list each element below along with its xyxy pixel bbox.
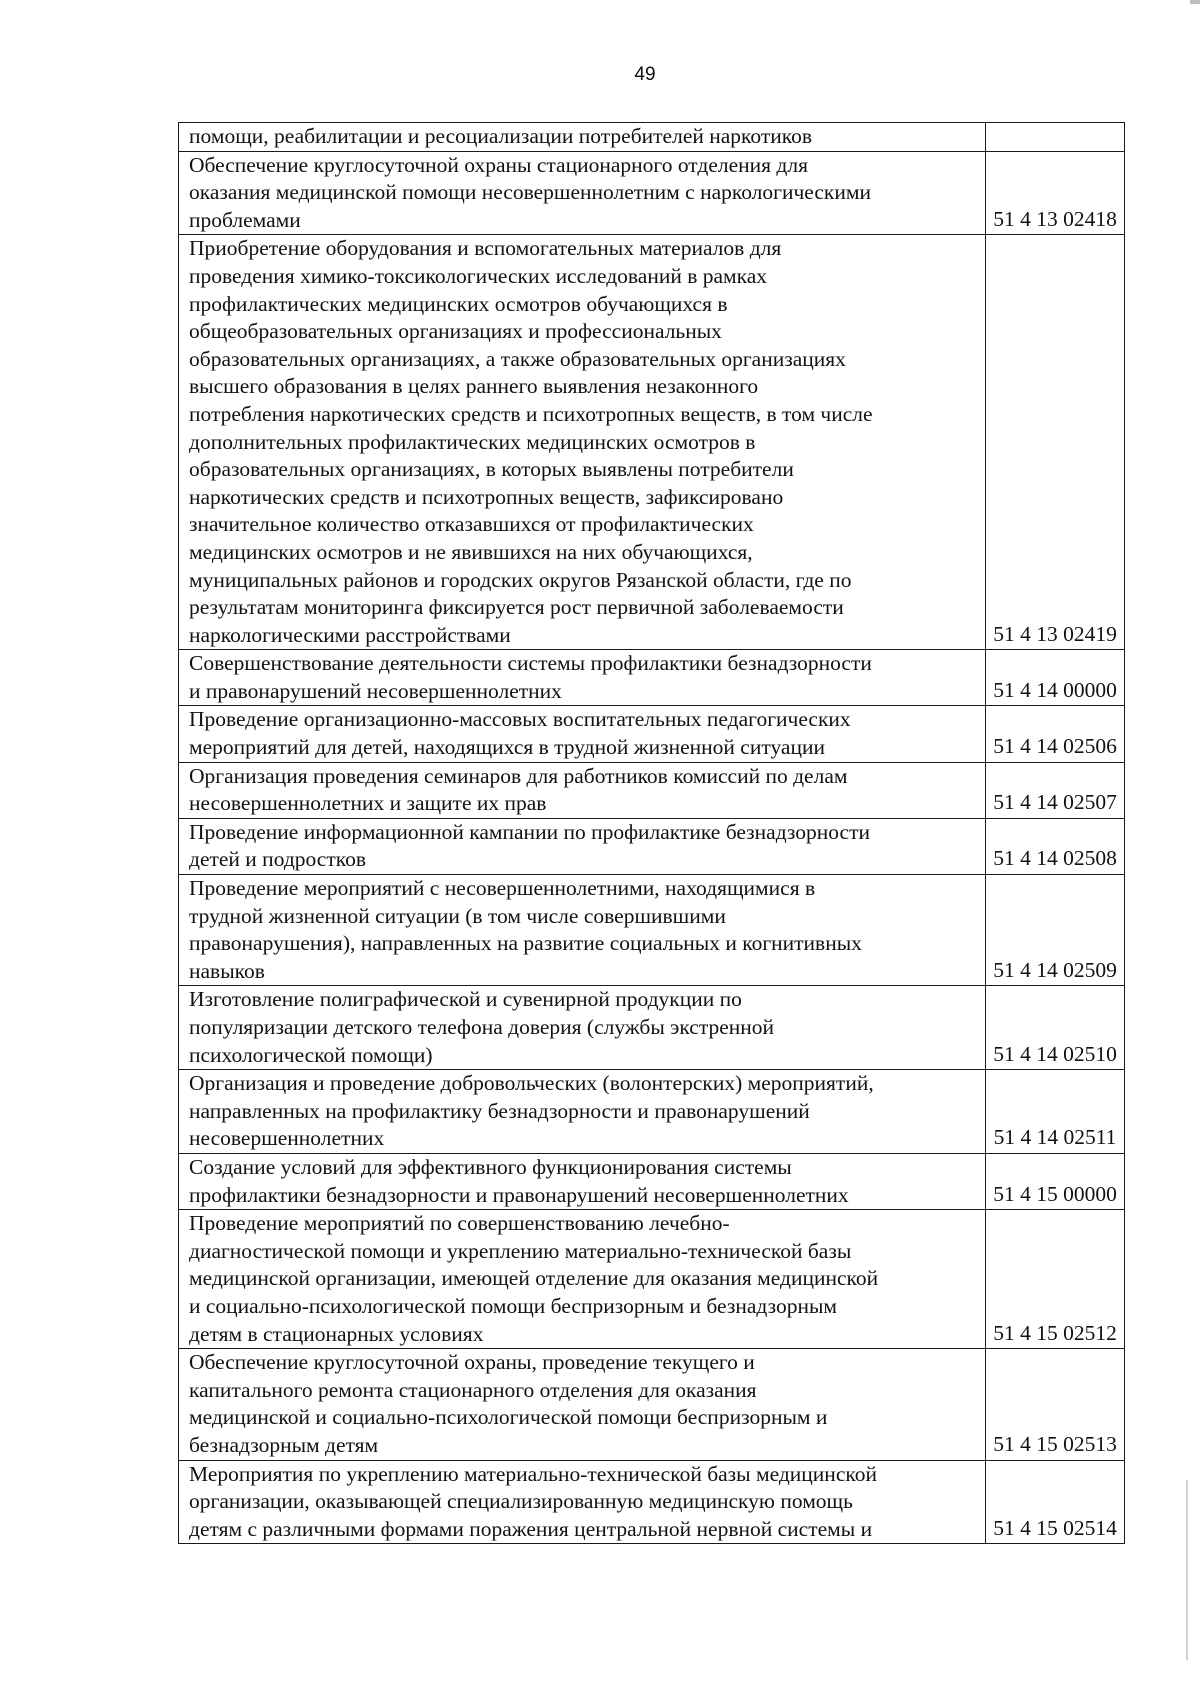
scan-corner-mark [1190,0,1200,4]
table-row [179,706,1125,762]
description-line: проблемами [189,207,301,232]
description-line: образовательных организациях, а также образовательных организациях [189,346,846,371]
row-description [179,818,986,874]
table-row [179,151,1125,235]
description-line: психологической помощи) [189,1042,433,1067]
row-description [179,986,986,1070]
description-line: несовершеннолетних [189,1126,385,1151]
row-description [179,1153,986,1209]
description-line: Организация проведения семинаров для работников комиссий по делам [189,763,848,788]
description-line: медицинской организации, имеющей отделение для оказания медицинской [189,1266,879,1291]
description-line: высшего образования в целях раннего выявления незаконного [189,374,759,399]
table-row [179,1070,1125,1154]
row-description [179,1070,986,1154]
description-line: направленных на профилактику безнадзорности и правонарушений [189,1098,810,1123]
description-line: детям с различными формами поражения центральной нервной системы и [189,1516,873,1541]
budget-code-table [178,122,1125,1544]
description-line: Обеспечение круглосуточной охраны стационарного отделения для [189,152,808,177]
description-line: популяризации детского телефона доверия (службы экстренной [189,1015,775,1039]
description-line: значительное количество отказавшихся от профилактических [189,512,754,537]
description-line: потребления наркотических средств и психотропных веществ, в том числе [189,401,873,426]
description-line: оказания медицинской помощи несовершеннолетним с наркологическими [189,180,871,205]
description-line: организации, оказывающей специализированную медицинскую помощь [189,1489,853,1514]
description-line: несовершеннолетних и защите их прав [189,791,547,816]
description-line: медицинских осмотров и не явившихся на них обучающихся, [189,539,753,564]
description-line: капитального ремонта стационарного отделения для оказания [189,1377,757,1402]
table-row [179,1210,1125,1349]
row-code: 51 4 15 02512 [986,1210,1125,1349]
table-row [179,986,1125,1070]
description-line: правонарушения), направленных на развитие социальных и когнитивных [189,931,862,956]
table-body [179,123,1125,1544]
row-description [179,1210,986,1349]
description-line: диагностической помощи и укреплению материально-технической базы [189,1238,852,1263]
row-code: 51 4 14 02506 [986,706,1125,762]
description-line: общеобразовательных организациях и профессиональных [189,319,722,344]
row-description [179,235,986,650]
description-line: и правонарушений несовершеннолетних [189,678,562,703]
row-description [179,123,986,152]
description-line: медицинской и социально-психологической помощи беспризорным и [189,1405,828,1430]
table-row [179,818,1125,874]
description-line: проведения химико-токсикологических исследований в рамках [189,263,768,288]
row-code: 51 4 15 02514 [986,1460,1125,1544]
description-line: профилактических медицинских осмотров обучающихся в [189,291,728,316]
row-code: 51 4 14 02509 [986,875,1125,986]
table-row [179,1153,1125,1209]
table-row [179,762,1125,818]
row-code: 51 4 13 02419 [986,235,1125,650]
table-row [179,875,1125,986]
description-line: трудной жизненной ситуации (в том числе совершившими [189,903,726,928]
description-line: профилактики безнадзорности и правонарушений несовершеннолетних [189,1182,849,1207]
description-line: Приобретение оборудования и вспомогательных материалов для [189,236,782,261]
description-line: Изготовление полиграфической и сувенирной продукции по [189,987,742,1012]
table-row [179,235,1125,650]
row-code: 51 4 13 02418 [986,151,1125,235]
row-description [179,706,986,762]
description-line: Проведение организационно-массовых воспитательных педагогических [189,707,851,732]
row-code: 51 4 15 02513 [986,1349,1125,1460]
row-description [179,1349,986,1460]
table-row [179,1460,1125,1544]
description-line: Проведение мероприятий с несовершеннолетними, находящимися в [189,876,816,901]
description-line: помощи, реабилитации и ресоциализации потребителей наркотиков [189,124,813,148]
description-line: навыков [189,958,265,983]
scan-edge-mark [1186,1480,1188,1660]
row-description [179,875,986,986]
row-code: 51 4 14 00000 [986,650,1125,706]
description-line: муниципальных районов и городских округов Рязанской области, где по [189,567,852,592]
description-line: Создание условий для эффективного функционирования системы [189,1154,792,1179]
description-line: мероприятий для детей, находящихся в трудной жизненной ситуации [189,735,825,760]
row-code [986,123,1125,152]
row-description [179,650,986,706]
description-line: Организация и проведение добровольческих (волонтерских) мероприятий, [189,1071,874,1096]
description-line: дополнительных профилактических медицинских осмотров в [189,429,756,454]
row-code: 51 4 14 02507 [986,762,1125,818]
row-code: 51 4 15 00000 [986,1153,1125,1209]
row-code: 51 4 14 02508 [986,818,1125,874]
description-line: образовательных организациях, в которых выявлены потребители [189,457,794,482]
description-line: детям в стационарных условиях [189,1321,484,1346]
description-line: Проведение мероприятий по совершенствованию лечебно- [189,1211,730,1236]
description-line: наркотических средств и психотропных веществ, зафиксировано [189,484,784,509]
description-line: Совершенствование деятельности системы профилактики безнадзорности [189,651,872,676]
table-row [179,1349,1125,1460]
row-description [179,1460,986,1544]
description-line: результатам мониторинга фиксируется рост первичной заболеваемости [189,595,844,620]
page-number: 49 [634,64,656,85]
row-description [179,762,986,818]
description-line: Обеспечение круглосуточной охраны, проведение текущего и [189,1350,755,1375]
description-line: детей и подростков [189,847,366,872]
row-code: 51 4 14 02510 [986,986,1125,1070]
description-line: безнадзорным детям [189,1432,379,1457]
description-line: Проведение информационной кампании по профилактике безнадзорности [189,819,870,844]
description-line: и социально-психологической помощи беспризорным и безнадзорным [189,1293,838,1318]
table-row [179,123,1125,152]
description-line: Мероприятия по укреплению материально-технической базы медицинской [189,1461,877,1486]
row-description [179,151,986,235]
description-line: наркологическими расстройствами [189,622,511,647]
row-code: 51 4 14 02511 [986,1070,1125,1154]
table-row [179,650,1125,706]
